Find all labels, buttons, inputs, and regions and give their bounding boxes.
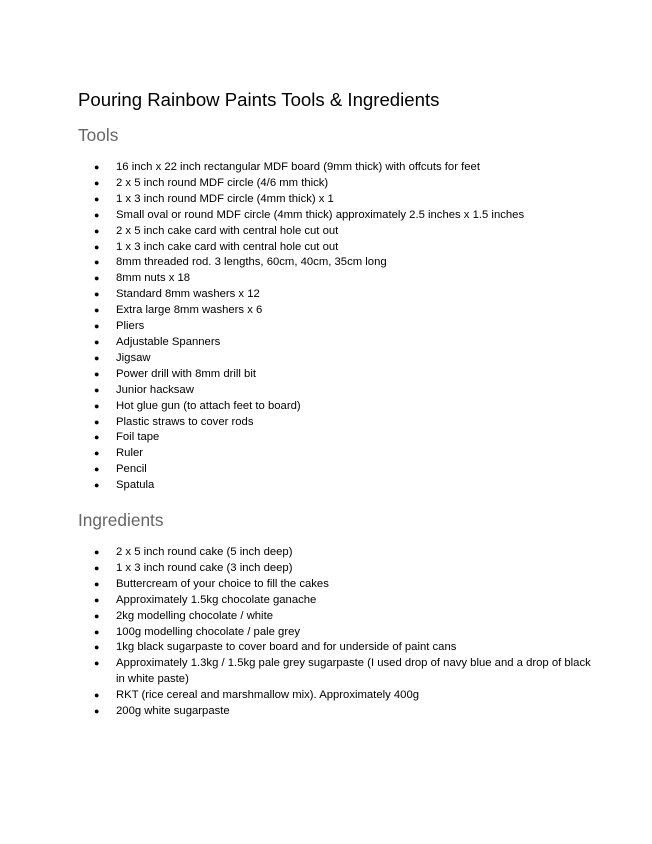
bullet-icon: ● [94,384,100,395]
bullet-icon: ● [94,706,100,717]
tool-item [0,462,652,478]
bullet-icon: ● [94,658,100,669]
tool-item [0,319,652,335]
tool-item-text: Hot glue gun (to attach feet to board) [116,399,301,412]
bullet-icon: ● [94,642,100,653]
tool-item-text: 1 x 3 inch round MDF circle (4mm thick) x 1 [116,192,334,205]
tool-item [0,446,652,462]
ingredient-item [0,656,652,688]
ingredients-heading: Ingredients [78,510,164,530]
tool-item [0,192,652,208]
bullet-icon: ● [94,336,100,347]
bullet-icon: ● [94,547,100,557]
ingredients-list [0,545,652,720]
tool-item-text: Standard 8mm washers x 12 [116,288,260,301]
tools-heading: Tools [78,125,119,145]
ingredient-item-text: 1 x 3 inch round cake (3 inch deep) [116,561,293,574]
bullet-icon: ● [94,448,100,459]
tools-list [0,160,652,494]
tool-item-text: Pliers [116,320,145,333]
tool-item [0,160,652,176]
ingredient-item [0,625,652,641]
bullet-icon: ● [94,273,100,284]
ingredient-item [0,640,652,656]
bullet-icon: ● [94,352,100,363]
ingredient-item [0,704,652,720]
tool-item [0,367,652,383]
ingredient-item-text: Buttercream of your choice to fill the cakes [116,577,329,590]
ingredient-item [0,577,652,593]
ingredient-item-text: 2kg modelling chocolate / white [116,609,273,622]
tool-item [0,303,652,319]
tool-item [0,383,652,399]
bullet-icon: ● [94,626,100,637]
bullet-icon: ● [94,480,100,491]
bullet-icon: ● [94,177,100,188]
bullet-icon: ● [94,416,100,427]
ingredient-item [0,609,652,625]
tool-item [0,430,652,446]
ingredient-item-text: 100g modelling chocolate / pale grey [116,625,301,638]
tool-item-text: Power drill with 8mm drill bit [116,367,256,380]
ingredient-item-text: Approximately 1.5kg chocolate ganache [116,593,317,606]
tool-item-text: 8mm threaded rod. 3 lengths, 60cm, 40cm, 35cm long [116,256,387,269]
ingredient-item-text: 200g white sugarpaste [116,705,230,718]
bullet-icon: ● [94,400,100,411]
tool-item-text: Spatula [116,479,155,492]
bullet-icon: ● [94,464,100,475]
tool-item-text: Jigsaw [116,351,151,364]
tool-item [0,399,652,415]
tool-item-text: Pencil [116,463,147,476]
bullet-icon: ● [94,562,100,573]
tool-item-text: Junior hacksaw [116,383,194,396]
tool-item-text: Foil tape [116,431,160,444]
bullet-icon: ● [94,241,100,252]
tool-item-text: Adjustable Spanners [116,335,221,348]
tool-item-text: Ruler [116,447,143,460]
ingredient-item-text: 2 x 5 inch round cake (5 inch deep) [116,546,293,558]
bullet-icon: ● [94,690,100,701]
ingredient-item [0,688,652,704]
bullet-icon: ● [94,305,100,316]
tool-item [0,255,652,271]
tool-item [0,287,652,303]
ingredient-item-text: RKT (rice cereal and marshmallow mix). Approximately 400g [116,689,420,702]
tool-item-text: Plastic straws to cover rods [116,415,254,428]
document-title: Pouring Rainbow Paints Tools & Ingredients [78,89,440,110]
tool-item [0,351,652,367]
tool-item-text: 16 inch x 22 inch rectangular MDF board (9mm thick) with offcuts for feet [116,161,480,173]
tool-item-text: Small oval or round MDF circle (4mm thick) approximately 2.5 inches x 1.5 inches [116,208,525,221]
bullet-icon: ● [94,368,100,379]
bullet-icon: ● [94,578,100,589]
tool-item [0,208,652,224]
tool-item-text: 2 x 5 inch round MDF circle (4/6 mm thick) [116,176,329,189]
tool-item-text: 8mm nuts x 18 [116,272,191,285]
ingredient-item [0,545,652,561]
tool-item [0,224,652,240]
ingredient-item-text: 1kg black sugarpaste to cover board and for underside of paint cans [116,641,457,654]
bullet-icon: ● [94,225,100,236]
bullet-icon: ● [94,162,100,172]
bullet-icon: ● [94,594,100,605]
bullet-icon: ● [94,193,100,204]
ingredient-item [0,561,652,577]
bullet-icon: ● [94,209,100,220]
bullet-icon: ● [94,257,100,268]
tool-item [0,240,652,256]
bullet-icon: ● [94,321,100,332]
tool-item [0,415,652,431]
bullet-icon: ● [94,432,100,443]
tool-item [0,271,652,287]
ingredient-item-text: Approximately 1.3kg / 1.5kg pale grey sugarpaste (I used drop of navy blue and a drop of black in white paste) [116,657,591,686]
tool-item [0,478,652,494]
tool-item-text: 1 x 3 inch cake card with central hole cut out [116,240,339,253]
tool-item [0,176,652,192]
tool-item-text: 2 x 5 inch cake card with central hole cut out [116,224,339,237]
tool-item [0,335,652,351]
tool-item-text: Extra large 8mm washers x 6 [116,304,263,317]
ingredient-item [0,593,652,609]
bullet-icon: ● [94,610,100,621]
bullet-icon: ● [94,289,100,300]
